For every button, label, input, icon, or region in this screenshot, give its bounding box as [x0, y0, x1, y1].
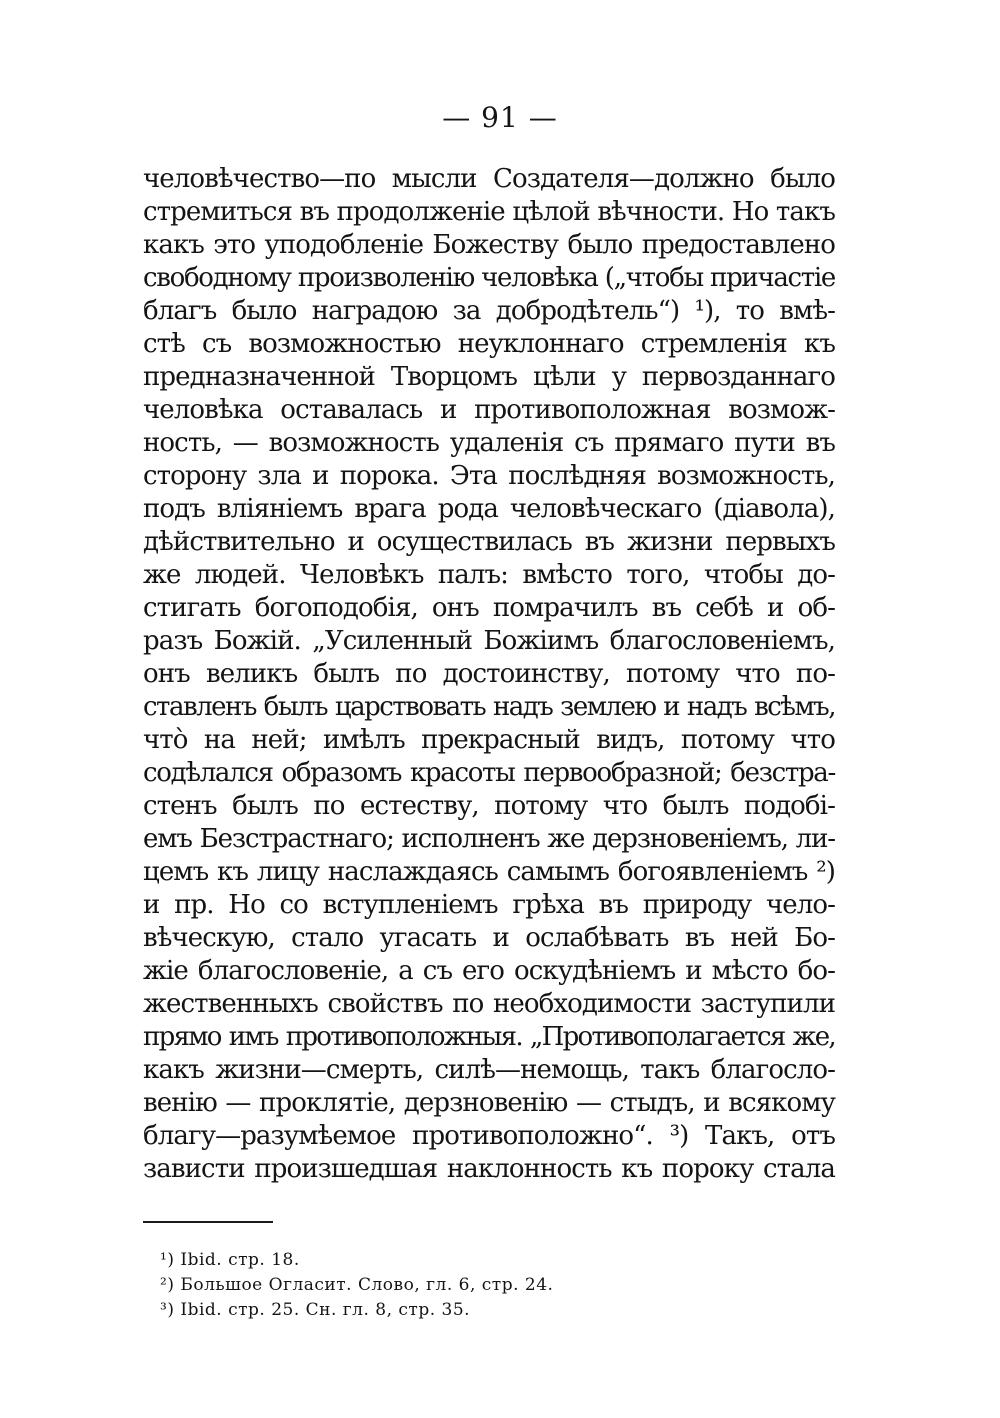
text-line: венію — проклятіе, дерзновенію — стыдъ, и всякому: [143, 1088, 835, 1118]
footnote: ³) Ibid. стр. 25. Сн. гл. 8, стр. 35.: [160, 1300, 471, 1320]
text-line: благъ было наградою за добродѣтель“) ¹), то вмѣ-: [143, 296, 835, 326]
text-line: стигать богоподобія, онъ помрачилъ въ себѣ и об-: [143, 593, 835, 623]
text-line: какъ это уподобленіе Божеству было предоставлено: [143, 230, 835, 260]
footnotes: [160, 1248, 840, 1323]
text-line: дѣйствительно и осуществилась въ жизни первыхъ: [143, 527, 835, 557]
page-number: — 91 —: [442, 101, 558, 134]
text-line: вѣческую, стало угасать и ослабѣвать въ ней Бо-: [143, 923, 835, 953]
text-line: и пр. Но со вступленіемъ грѣха въ природу чело-: [143, 890, 835, 920]
text-line: же людей. Человѣкъ палъ: вмѣсто того, чтобы до-: [143, 560, 835, 590]
footnote: ¹) Ibid. стр. 18.: [160, 1250, 300, 1270]
text-line: разъ Божій. „Усиленный Божіимъ благословеніемъ,: [143, 626, 835, 656]
text-line: жіе благословеніе, а съ его оскудѣніемъ и мѣсто бо-: [143, 956, 835, 986]
text-line: стремиться въ продолженіе цѣлой вѣчности. Но такъ: [143, 197, 835, 227]
text-line: что̀ на ней; имѣлъ прекрасный видъ, потому что: [143, 725, 835, 755]
text-line: зависти произшедшая наклонность къ пороку стала: [143, 1154, 835, 1184]
text-line: ность, — возможность удаленія съ прямаго пути въ: [143, 428, 835, 458]
text-line: благу—разумѣемое противоположно“. ³) Такъ, отъ: [143, 1121, 835, 1151]
text-line: стенъ былъ по естеству, потому что былъ подобі-: [143, 791, 835, 821]
text-line: человѣка оставалась и противоположная возмож-: [143, 395, 835, 425]
text-line: человѣчество—по мысли Создателя—должно было: [143, 164, 835, 194]
body-text: [143, 163, 835, 1186]
text-line: цемъ къ лицу наслаждаясь самымъ богоявленіемъ ²): [143, 857, 835, 887]
text-line: емъ Безстрастнаго; исполненъ же дерзновеніемъ, ли-: [143, 824, 835, 854]
text-line: свободному произволенію человѣка („чтобы причастіе: [143, 263, 835, 293]
text-line: какъ жизни—смерть, силѣ—немощь, такъ благосло-: [143, 1055, 835, 1085]
footnote: ²) Большое Огласит. Слово, гл. 6, стр. 24.: [160, 1275, 554, 1295]
text-line: онъ великъ былъ по достоинству, потому что по-: [143, 659, 835, 689]
text-line: жественныхъ свойствъ по необходимости заступили: [143, 989, 835, 1019]
text-line: подъ вліяніемъ врага рода человѣческаго (діавола),: [143, 494, 835, 524]
footnote-divider: [143, 1221, 273, 1223]
text-line: предназначенной Творцомъ цѣли у первозданнаго: [143, 362, 835, 392]
text-line: содѣлался образомъ красоты первообразной; безстра-: [143, 758, 835, 788]
text-line: ставленъ былъ царствовать надъ землею и надъ всѣмъ,: [143, 692, 835, 722]
text-line: прямо имъ противоположныя. „Противополагается же,: [143, 1022, 835, 1052]
text-line: сторону зла и порока. Эта послѣдняя возможность,: [143, 461, 835, 491]
text-line: стѣ съ возможностью неуклоннаго стремленія къ: [143, 329, 835, 359]
